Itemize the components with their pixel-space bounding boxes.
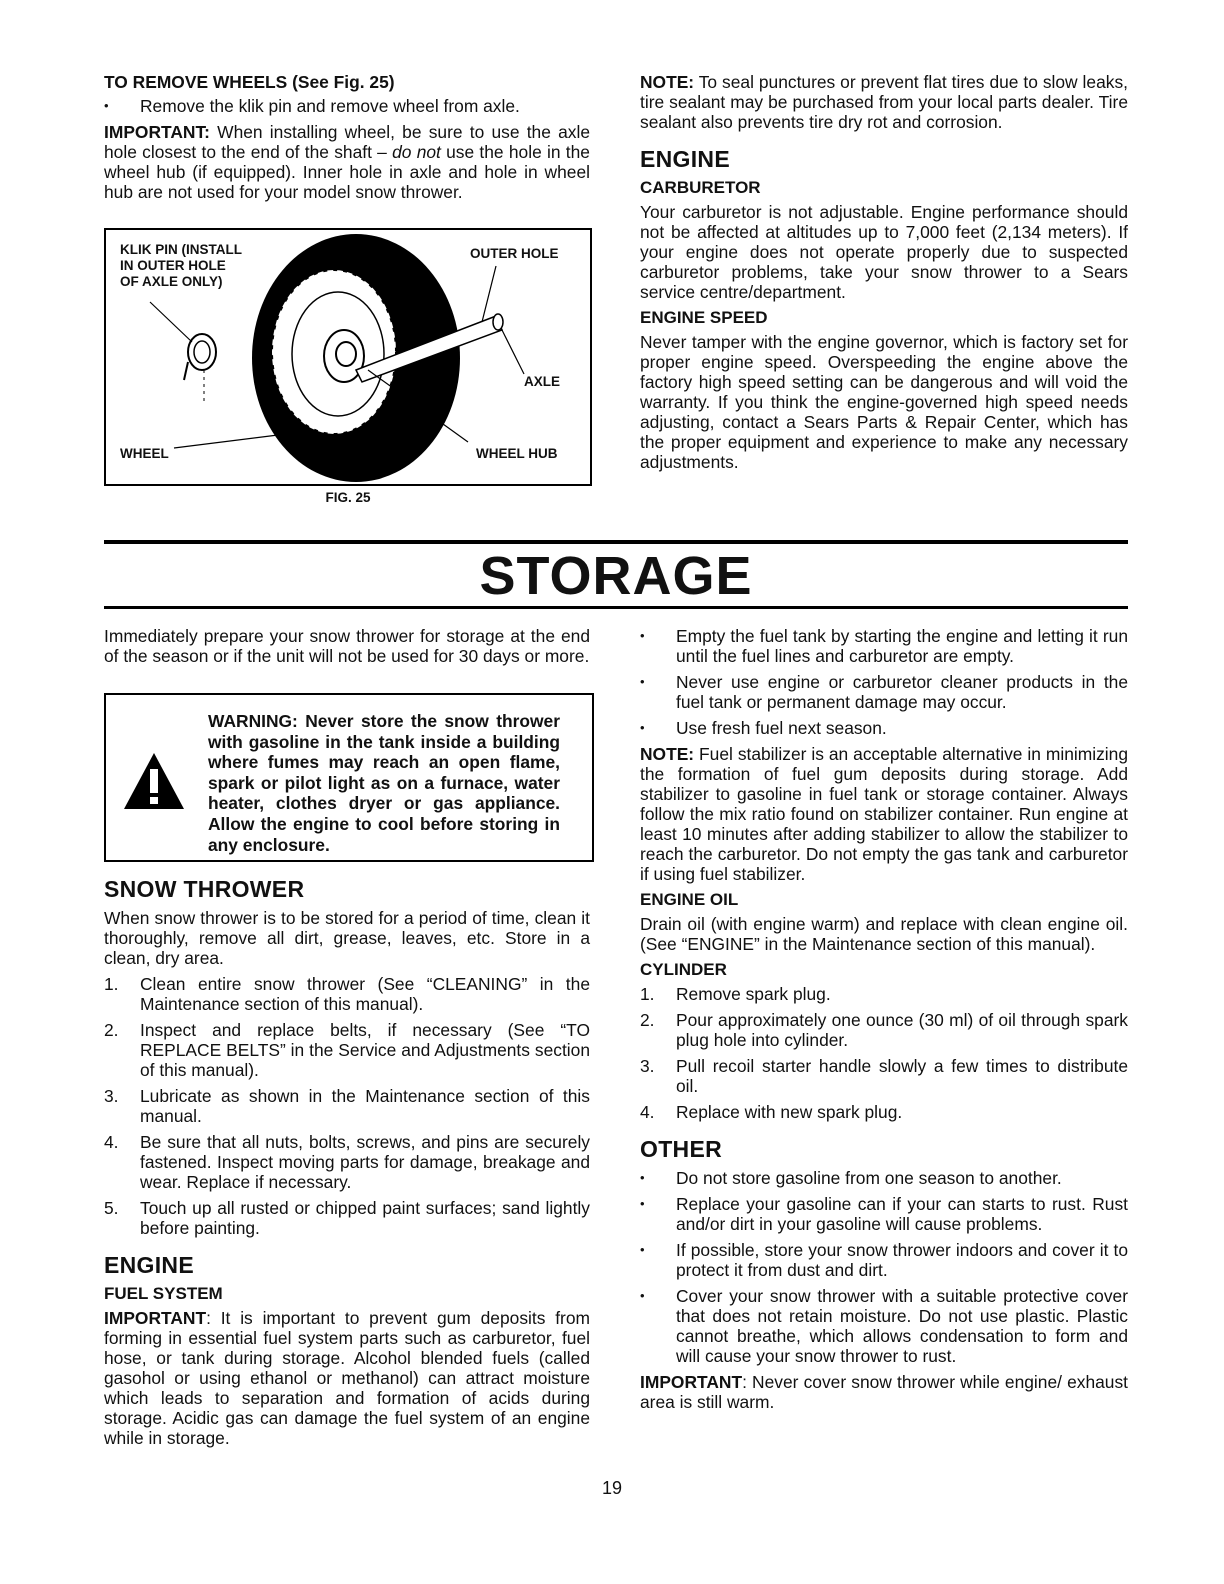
page-number: 19 xyxy=(601,1478,623,1498)
list-text: Replace with new spark plug. xyxy=(676,1102,903,1122)
outer-hole-label: OUTER HOLE xyxy=(470,246,559,261)
list-item xyxy=(640,1056,1128,1096)
remove-wheels-list xyxy=(104,96,590,116)
wheel-label: WHEEL xyxy=(120,446,169,461)
list-item xyxy=(104,1198,590,1238)
list-item: • Cover your snow thrower with a suitable protective cover that does not retain moisture. Do not use plastic. Plastic cannot breathe, which allows condensation to form and will cause your snow thrower to rust. xyxy=(640,1286,1128,1366)
important-paragraph: IMPORTANT: When installing wheel, be sure to use the axle hole closest to the end of the shaft – do not use the hole in the wheel hub (if equipped). Inner hole in axle and hole in wheel hub are not used for your model snow thrower. xyxy=(104,122,590,202)
list-item: • If possible, store your snow thrower indoors and cover it to protect it from dust and dirt. xyxy=(640,1240,1128,1280)
engine-speed-heading: ENGINE SPEED xyxy=(640,308,768,327)
list-text: Pour approximately one ounce (30 ml) of oil through spark plug hole into cylinder. xyxy=(676,1010,1128,1050)
list-text: Lubricate as shown in the Maintenance section of this manual. xyxy=(140,1086,590,1126)
final-important: IMPORTANT: Never cover snow thrower while engine/ exhaust area is still warm. xyxy=(640,1372,1128,1412)
carburetor-paragraph: Your carburetor is not adjustable. Engine performance should not be affected at altitudes up to 7,000 feet (2,134 meters). If your engine does not operate properly due to suspected carburetor problems, take your snow thrower to a Sears service centre/department. xyxy=(640,202,1128,302)
do-not-emphasis: do not xyxy=(392,142,441,162)
list-item xyxy=(104,974,590,1014)
list-number: 2. xyxy=(104,1020,119,1040)
list-item xyxy=(104,1020,590,1080)
cylinder-steps-list xyxy=(640,984,1128,1122)
klik-pin-shape xyxy=(188,334,216,370)
list-number: 1. xyxy=(104,974,119,994)
list-item xyxy=(640,1102,1128,1122)
right-bottom-column xyxy=(640,626,1128,1418)
axle-label: AXLE xyxy=(524,374,561,389)
list-item xyxy=(104,1086,590,1126)
engine-oil-paragraph: Drain oil (with engine warm) and replace with clean engine oil. (See “ENGINE” in the Maintenance section of this manual). xyxy=(640,914,1128,954)
warning-text: WARNING: Never store the snow thrower with gasoline in the tank inside a building where fumes may reach an open flame, spark or pilot light as on a furnace, water heater, clothes dryer or gas appliance. Allow the engine to cool before storing in any enclosure. xyxy=(208,711,560,855)
list-number: 1. xyxy=(640,984,655,1004)
list-number: 2. xyxy=(640,1010,655,1030)
sealant-note: NOTE: To seal punctures or prevent flat tires due to slow leaks, tire sealant may be purchased from your local parts dealer. Tire sealant also prevents tire dry rot and corrosion. xyxy=(640,72,1128,132)
snow-thrower-paragraph: When snow thrower is to be stored for a period of time, clean it thoroughly, remove all dirt, grease, leaves, etc. Store in a clean, dry area. xyxy=(104,908,590,968)
left-bottom-column-2 xyxy=(104,862,590,1454)
stabilizer-note: NOTE: Fuel stabilizer is an acceptable alternative in minimizing the formation of fuel gum deposits during storage. Add stabilizer to gasoline in fuel tank or storage container. Always follow the mix ratio found on stabilizer container. Run engine at least 10 minutes after adding stabilizer to allow the stabilizer to reach the carburetor. Do not empty the gas tank and carburetor if using fuel stabilizer. xyxy=(640,744,1128,884)
engine-oil-heading: ENGINE OIL xyxy=(640,890,739,909)
list-item xyxy=(640,984,1128,1004)
list-text: Clean entire snow thrower (See “CLEANING” in the Maintenance section of this manual). xyxy=(140,974,590,1014)
list-item: • Empty the fuel tank by starting the engine and letting it run until the fuel lines and carburetor are empty. xyxy=(640,626,1128,666)
list-number: 3. xyxy=(104,1086,119,1106)
storage-title: STORAGE xyxy=(479,546,753,606)
important-label: IMPORTANT: xyxy=(104,122,210,142)
remove-wheels-heading: TO REMOVE WHEELS (See Fig. 25) xyxy=(104,72,395,92)
list-number: 5. xyxy=(104,1198,119,1218)
list-item: • Do not store gasoline from one season to another. xyxy=(640,1168,1128,1188)
fuel-bullets-list xyxy=(640,626,1128,738)
list-item xyxy=(104,1132,590,1192)
storage-bottom-rule xyxy=(104,606,1128,609)
other-heading: OTHER xyxy=(640,1136,722,1162)
snow-thrower-heading: SNOW THROWER xyxy=(104,876,305,902)
list-item: • Replace your gasoline can if your can starts to rust. Rust and/or dirt in your gasoline will cause problems. xyxy=(640,1194,1128,1234)
engine-storage-heading: ENGINE xyxy=(104,1252,194,1278)
engine-heading: ENGINE xyxy=(640,146,730,172)
fuel-system-heading: FUEL SYSTEM xyxy=(104,1284,223,1303)
list-text: Touch up all rusted or chipped paint surfaces; sand lightly before painting. xyxy=(140,1198,590,1238)
storage-top-rule xyxy=(104,540,1128,544)
engine-speed-paragraph: Never tamper with the engine governor, which is factory set for proper engine speed. Overspeeding the engine above the factory high speed setting can be dangerous and will void the warranty. If you think the engine-governed high speed needs adjusting, contact a Sears Parts & Repair Center, which has the proper equipment and experience to make any necessary adjustments. xyxy=(640,332,1128,472)
list-item: • Never use engine or carburetor cleaner products in the fuel tank or permanent damage may occur. xyxy=(640,672,1128,712)
storage-intro: Immediately prepare your snow thrower for storage at the end of the season or if the unit will not be used for 30 days or more. xyxy=(104,626,590,666)
list-item: • Remove the klik pin and remove wheel from axle. xyxy=(104,96,590,116)
klik-pin-label: KLIK PIN (INSTALL IN OUTER HOLE OF AXLE ONLY) xyxy=(120,242,242,289)
warning-triangle-icon xyxy=(122,751,186,811)
carburetor-heading: CARBURETOR xyxy=(640,178,761,197)
right-top-column xyxy=(640,72,1128,478)
storage-steps-list xyxy=(104,974,590,1238)
list-text: Be sure that all nuts, bolts, screws, and pins are securely fastened. Inspect moving parts for damage, breakage and wear. Replace if necessary. xyxy=(140,1132,590,1192)
other-bullets-list xyxy=(640,1168,1128,1366)
list-item: • Use fresh fuel next season. xyxy=(640,718,1128,738)
figure-25 xyxy=(104,228,592,486)
cylinder-heading: CYLINDER xyxy=(640,960,727,979)
fuel-system-paragraph: IMPORTANT: It is important to prevent gum deposits from forming in essential fuel system parts such as carburetor, fuel hose, or tank during storage. Alcohol blended fuels (called gasohol or using ethanol or methanol) can attract moisture which leads to separation and formation of acids during storage. Acidic gas can damage the fuel system of an engine while in storage. xyxy=(104,1308,590,1448)
left-top-column xyxy=(104,72,590,208)
warning-box xyxy=(104,693,594,862)
list-text: Inspect and replace belts, if necessary (See “TO REPLACE BELTS” in the Service and Adjustments section of this manual). xyxy=(140,1020,590,1080)
list-text: Remove spark plug. xyxy=(676,984,831,1004)
list-number: 4. xyxy=(640,1102,655,1122)
list-number: 4. xyxy=(104,1132,119,1152)
list-number: 3. xyxy=(640,1056,655,1076)
list-item xyxy=(640,1010,1128,1050)
wheel-hub-label: WHEEL HUB xyxy=(476,446,558,461)
figure-caption: FIG. 25 xyxy=(325,490,371,505)
left-bottom-column xyxy=(104,626,590,672)
list-text: Pull recoil starter handle slowly a few times to distribute oil. xyxy=(676,1056,1128,1096)
